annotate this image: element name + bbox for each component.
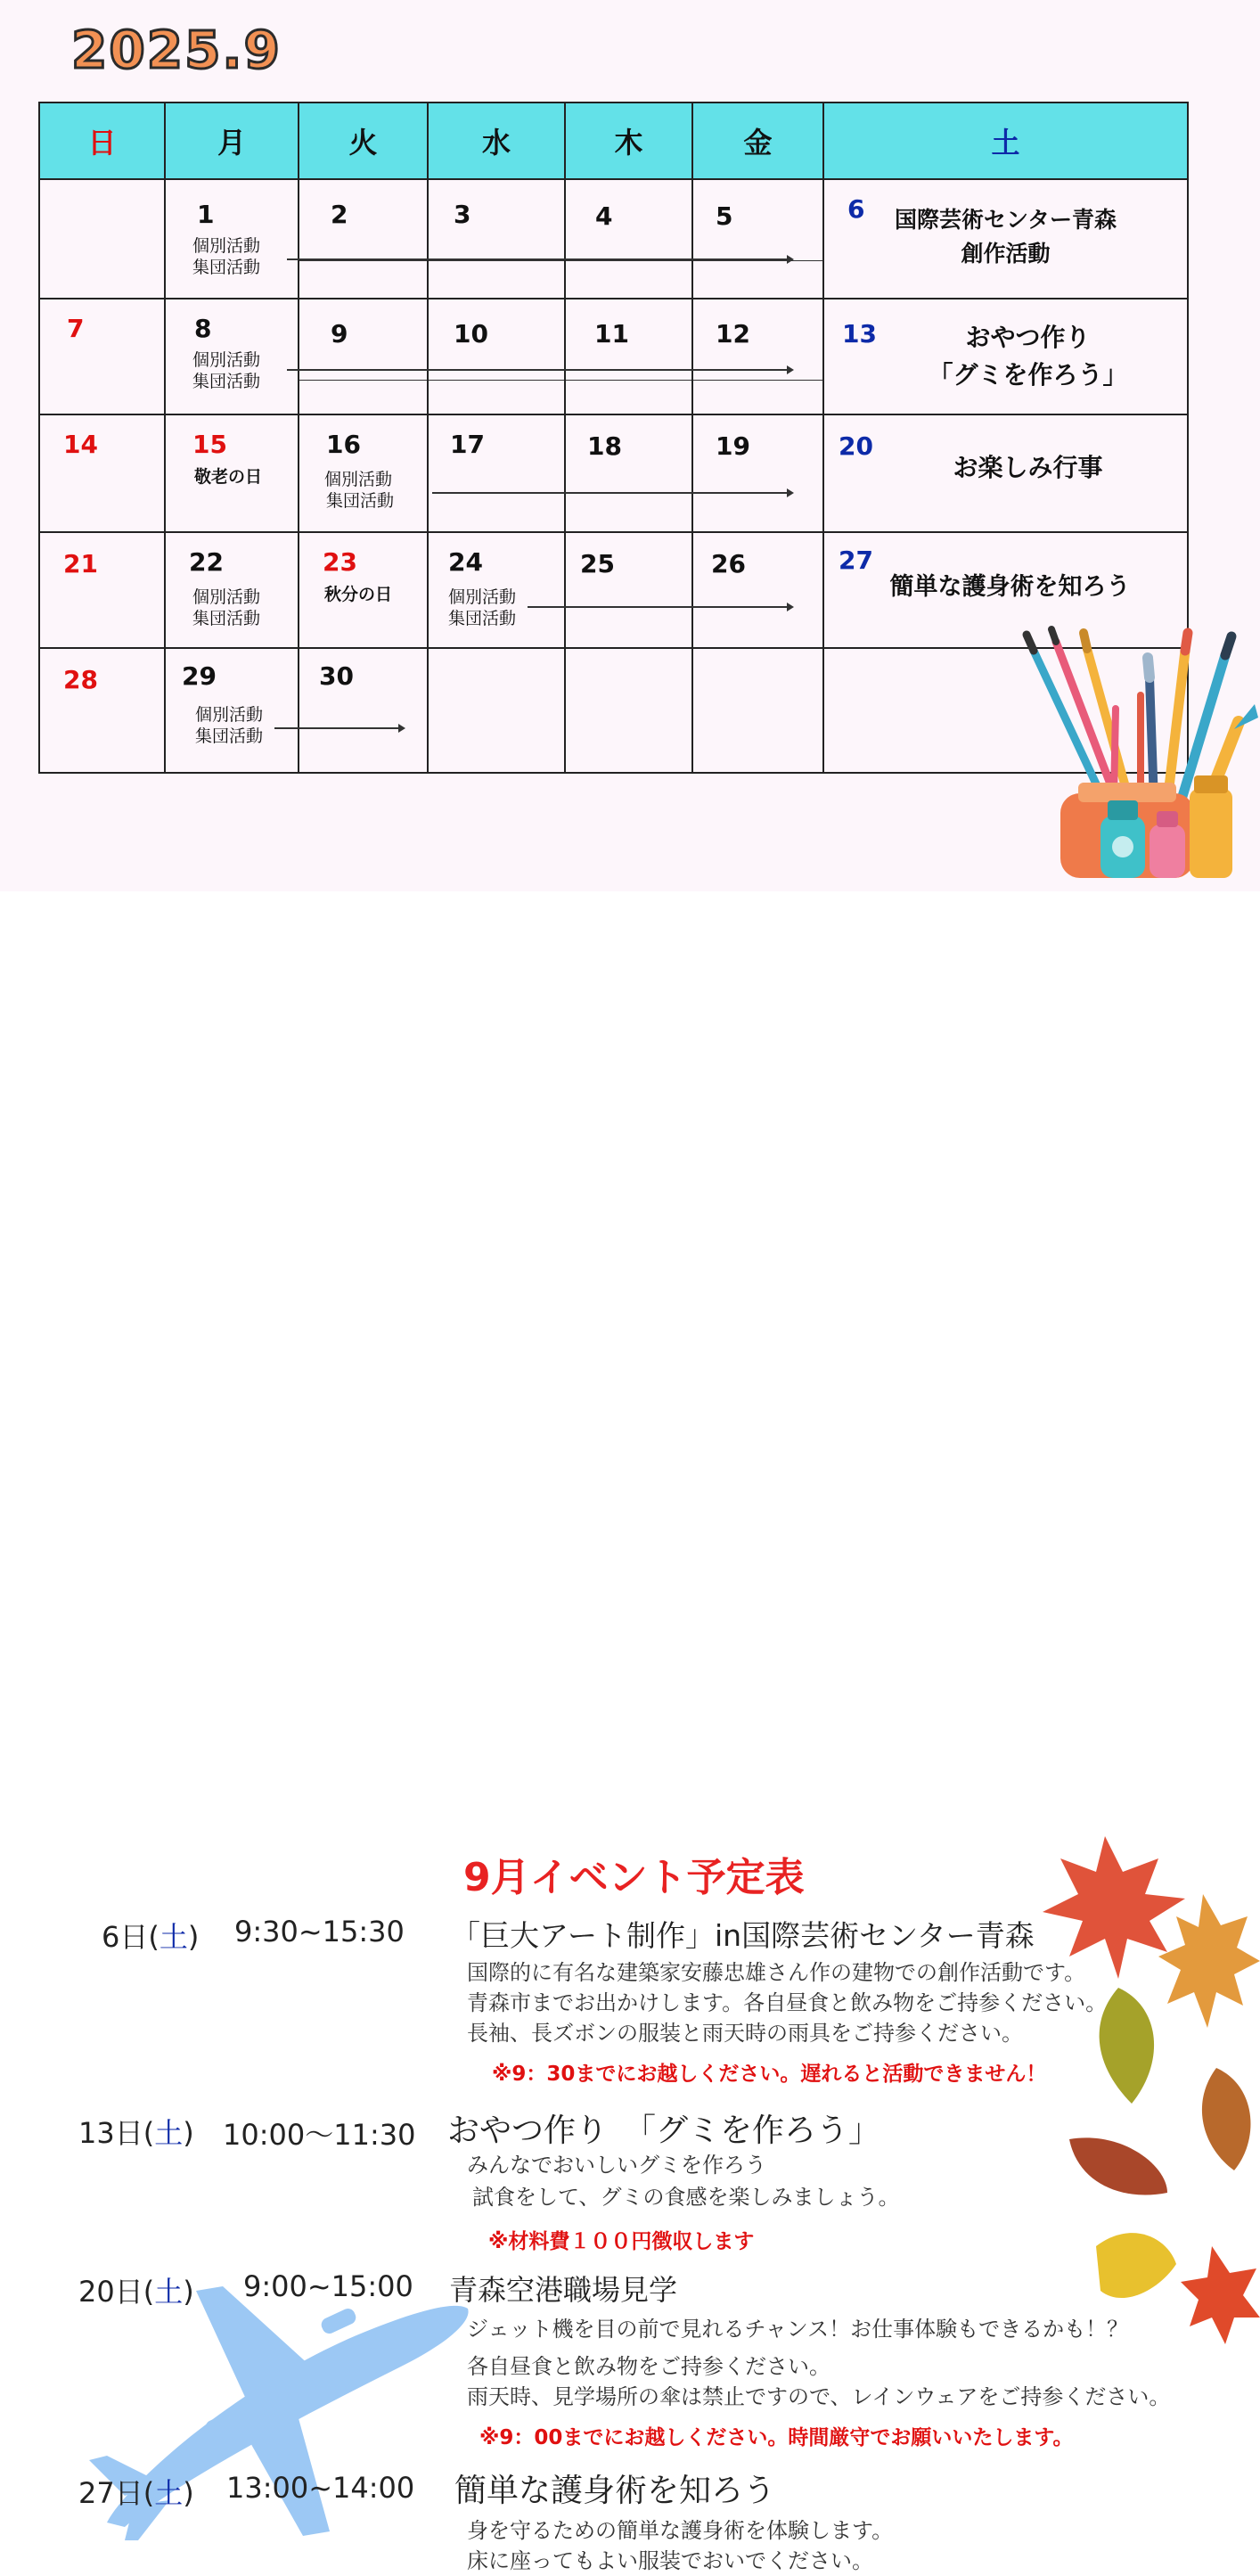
event-line: 創作活動 — [961, 241, 1051, 267]
weekday-thu: 木 — [565, 103, 692, 179]
weekday-tue: 火 — [299, 103, 428, 179]
activity-span-arrow — [528, 606, 792, 608]
activity-group: 集団活動 — [192, 258, 261, 277]
day-number: 17 — [450, 430, 485, 459]
activity-individual: 個別活動 — [324, 470, 393, 489]
day-number: 22 — [189, 547, 224, 577]
event-line: 国際芸術センター青森 — [894, 207, 1117, 233]
month-title: 2025.9 — [71, 20, 282, 80]
event-4-name: 簡単な護身術を知ろう — [454, 2473, 776, 2509]
day-number: 14 — [63, 430, 98, 459]
day-number: 6 — [847, 194, 865, 224]
event-3-time: 9:00~15:00 — [243, 2269, 413, 2303]
day-cell-11 — [565, 299, 692, 414]
day-cell-13 — [823, 299, 1188, 414]
day-cell-24 — [428, 532, 565, 648]
day-cell-3 — [428, 179, 565, 299]
day-number: 5 — [716, 201, 733, 231]
activity-individual: 個別活動 — [192, 587, 261, 607]
day-cell-empty — [692, 648, 823, 773]
day-cell-7 — [39, 299, 165, 414]
day-number: 25 — [580, 549, 615, 578]
day-number: 1 — [197, 200, 215, 229]
day-cell-16 — [299, 414, 428, 532]
day-cell-2 — [299, 179, 428, 299]
weekday-text: 土 — [159, 1920, 188, 1954]
activity-span-arrow — [432, 492, 792, 494]
event-schedule-section — [0, 891, 1260, 2573]
day-number: 12 — [716, 319, 750, 349]
row-divider — [693, 260, 822, 261]
holiday-label: 敬老の日 — [194, 467, 263, 487]
event-1-time: 9:30~15:30 — [234, 1915, 405, 1948]
date-end-text: ) — [183, 2116, 194, 2150]
event-3-desc-3: 雨天時、見学場所の傘は禁止ですので、レインウェアをご持参ください。 — [467, 2384, 1171, 2409]
week-row — [39, 299, 1188, 414]
row-divider — [693, 380, 822, 381]
day-number: 24 — [448, 547, 483, 577]
row-divider — [299, 260, 427, 261]
day-number: 20 — [839, 431, 873, 461]
event-4-time: 13:00~14:00 — [226, 2471, 415, 2505]
event-1-desc-2: 青森市までお出かけします。各自昼食と飲み物をご持参ください。 — [467, 1990, 1108, 2015]
day-number: 10 — [454, 319, 488, 349]
weekday-sun: 日 — [39, 103, 165, 179]
event-1-date — [102, 1915, 199, 1956]
day-cell-empty — [565, 648, 692, 773]
day-cell-20 — [823, 414, 1188, 532]
day-cell-14 — [39, 414, 165, 532]
day-number: 18 — [587, 431, 622, 461]
day-cell-23 — [299, 532, 428, 648]
day-cell-15 — [165, 414, 299, 532]
event-4-desc-2: 床に座ってもよい服装でおいでください。 — [467, 2548, 873, 2573]
day-cell-12 — [692, 299, 823, 414]
day-cell-18 — [565, 414, 692, 532]
day-cell-26 — [692, 532, 823, 648]
event-1-warning: ※9：30までにお越しください。遅れると活動できません！ — [492, 2063, 1047, 2086]
date-end-text: ) — [183, 2476, 194, 2510]
activity-individual: 個別活動 — [195, 705, 264, 725]
weekday-wed: 水 — [428, 103, 565, 179]
day-cell-17 — [428, 414, 565, 532]
day-number: 30 — [319, 661, 354, 691]
day-number: 11 — [594, 319, 629, 349]
calendar-section — [0, 0, 1260, 891]
row-divider — [566, 260, 691, 261]
row-divider — [299, 380, 427, 381]
weekday-fri: 金 — [692, 103, 823, 179]
event-line: 「グミを作ろう」 — [928, 360, 1128, 390]
weekday-text: 土 — [154, 2476, 184, 2510]
day-number: 7 — [67, 314, 85, 343]
schedule-title: 9月イベント予定表 — [463, 1855, 805, 1900]
day-number: 8 — [194, 314, 212, 343]
activity-group: 集団活動 — [192, 609, 261, 628]
activity-individual: 個別活動 — [448, 587, 517, 607]
day-number: 2 — [331, 200, 348, 229]
event-4-date — [78, 2471, 194, 2512]
day-number: 9 — [331, 319, 348, 349]
calendar-event-13 — [887, 319, 1169, 394]
activity-span-arrow — [274, 727, 404, 729]
day-number: 13 — [842, 319, 877, 349]
date-text: 20日( — [78, 2275, 155, 2309]
day-cell-5 — [692, 179, 823, 299]
weekday-text: 土 — [154, 2116, 184, 2150]
event-2-warning: ※材料費１００円徴収します — [488, 2230, 755, 2253]
event-3-date — [78, 2269, 194, 2310]
day-cell-28 — [39, 648, 165, 773]
calendar-event-6 — [842, 203, 1169, 271]
activity-individual: 個別活動 — [192, 350, 261, 370]
activity-group: 集団活動 — [326, 491, 395, 511]
day-cell-9 — [299, 299, 428, 414]
day-number: 23 — [323, 547, 357, 577]
day-cell-1 — [165, 179, 299, 299]
day-cell-empty — [428, 648, 565, 773]
calendar-event-20: お楽しみ行事 — [953, 453, 1103, 482]
activity-group: 集団活動 — [192, 372, 261, 391]
row-divider — [566, 380, 691, 381]
weekday-mon: 月 — [165, 103, 299, 179]
week-row — [39, 179, 1188, 299]
autumn-leaves-illustration — [1034, 1827, 1260, 2362]
activity-group: 集団活動 — [195, 726, 264, 746]
event-1-desc-3: 長袖、長ズボンの服装と雨天時の雨具をご持参ください。 — [467, 2021, 1023, 2046]
weekday-sat: 土 — [823, 103, 1188, 179]
date-end-text: ) — [183, 2275, 194, 2309]
activity-span-arrow — [287, 258, 792, 260]
date-text: 6日( — [102, 1920, 160, 1954]
event-2-name: おやつ作り 「グミを作ろう」 — [447, 2112, 881, 2149]
weekday-header-row — [39, 103, 1188, 179]
day-number: 3 — [454, 200, 471, 229]
date-text: 27日( — [78, 2476, 155, 2510]
day-cell-10 — [428, 299, 565, 414]
paint-brushes-illustration — [1016, 624, 1260, 882]
day-number: 15 — [192, 430, 227, 459]
day-cell-30 — [299, 648, 428, 773]
event-1-name: 「巨大アート制作」in国際芸術センター青森 — [451, 1918, 1035, 1953]
day-number: 27 — [839, 546, 873, 575]
week-row — [39, 414, 1188, 532]
event-1-desc-1: 国際的に有名な建築家安藤忠雄さん作の建物での創作活動です。 — [467, 1960, 1086, 1985]
event-line: おやつ作り — [965, 323, 1091, 352]
event-2-desc-2: 試食をして、グミの食感を楽しみましょう。 — [472, 2185, 900, 2210]
weekday-text: 土 — [154, 2275, 184, 2309]
day-cell-21 — [39, 532, 165, 648]
day-cell-19 — [692, 414, 823, 532]
holiday-label: 秋分の日 — [324, 585, 393, 604]
day-cell-29 — [165, 648, 299, 773]
date-end-text: ) — [187, 1920, 200, 1954]
day-cell-25 — [565, 532, 692, 648]
activity-group: 集団活動 — [448, 609, 517, 628]
event-2-time: 10:00～11:30 — [223, 2118, 416, 2152]
event-3-warning: ※9：00までにお越しください。時間厳守でお願いいたします。 — [479, 2426, 1074, 2449]
day-cell-empty — [39, 179, 165, 299]
event-2-desc-1: みんなでおいしいグミを作ろう — [467, 2153, 766, 2178]
event-3-desc-2: 各自昼食と飲み物をご持参ください。 — [467, 2354, 830, 2379]
event-3-desc-1: ジェット機を目の前で見れるチャンス！お仕事体験もできるかも！？ — [467, 2317, 1129, 2342]
day-number: 19 — [716, 431, 750, 461]
day-cell-6 — [823, 179, 1188, 299]
day-number: 26 — [711, 549, 746, 578]
day-cell-4 — [565, 179, 692, 299]
day-number: 16 — [326, 430, 361, 459]
row-divider — [429, 380, 564, 381]
row-divider — [429, 260, 564, 261]
activity-span-arrow — [287, 369, 792, 371]
event-3-name: 青森空港職場見学 — [449, 2273, 678, 2307]
day-number: 21 — [63, 549, 98, 578]
day-cell-8 — [165, 299, 299, 414]
calendar-event-27: 簡単な護身術を知ろう — [889, 573, 1131, 601]
event-4-desc-1: 身を守るための簡単な護身術を体験します。 — [467, 2518, 894, 2543]
day-number: 28 — [63, 665, 98, 694]
event-2-date — [78, 2111, 194, 2152]
day-cell-22 — [165, 532, 299, 648]
activity-individual: 個別活動 — [192, 236, 261, 256]
date-text: 13日( — [78, 2116, 155, 2150]
day-number: 29 — [182, 661, 217, 691]
day-number: 4 — [595, 201, 613, 231]
